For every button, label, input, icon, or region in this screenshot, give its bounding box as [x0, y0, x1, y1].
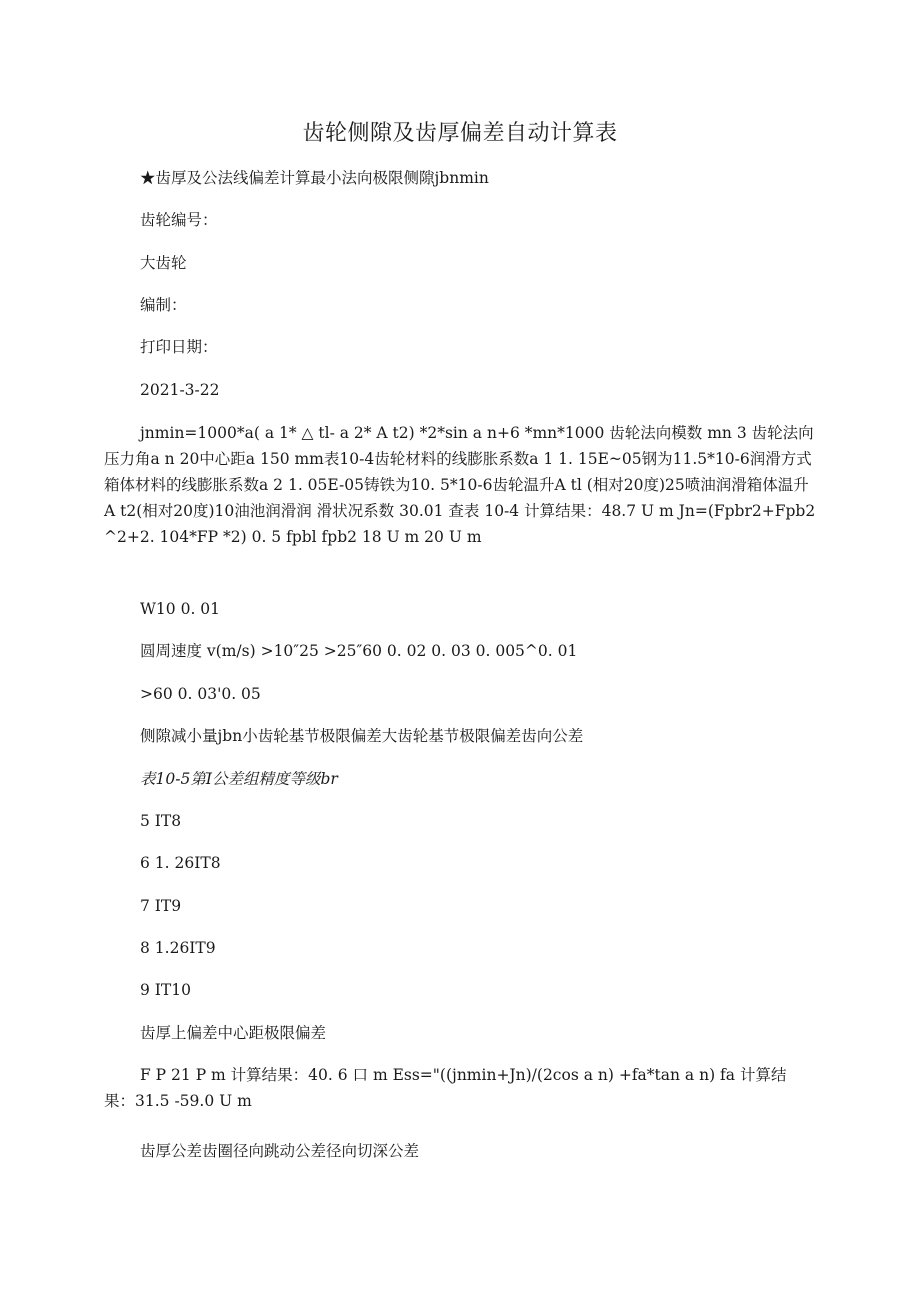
document-title: 齿轮侧隙及齿厚偏差自动计算表 — [302, 121, 618, 146]
table-row: 6 1. 26IT8 — [140, 854, 221, 872]
section-heading: ★齿厚及公法线偏差计算最小法向极限侧隙jbnmin — [140, 169, 489, 187]
text-line: 圆周速度 v(m/s) >10″25 >25″60 0. 02 0. 03 0. 005^0. 01 — [140, 642, 578, 660]
text-line: 侧隙减小量jbn小齿轮基节极限偏差大齿轮基节极限偏差齿向公差 — [140, 727, 584, 745]
text-line: 齿厚上偏差中心距极限偏差 — [140, 1024, 327, 1042]
gear-number-label: 齿轮编号： — [140, 211, 218, 229]
table-row: 9 IT10 — [140, 981, 191, 999]
gear-name: 大齿轮 — [140, 254, 187, 272]
text-line: 齿厚公差齿圈径向跳动公差径向切深公差 — [140, 1142, 420, 1160]
table-row: 7 IT9 — [140, 897, 182, 915]
text-line: W10 0. 01 — [140, 600, 221, 618]
print-date-label: 打印日期： — [140, 338, 218, 356]
table-row: 5 IT8 — [140, 812, 182, 830]
formula-paragraph: jnmin=1000*a( a 1* △ tl- a 2* A t2) *2*sin a n+6 *mn*1000 齿轮法向模数 mn 3 齿轮法向压力角a n 20中心距a 150 mm表10-4齿轮材料的线膨胀系数a 1 1. 15E~05钢为11.5*10-6润滑方式 箱体材料的线膨胀系数a 2 1. 05E-05铸铁为10. 5*10-6齿轮温升A tl (相对20度)25喷油润滑箱体温升A t2(相对20度)10油池润滑润 滑状况系数 30.01 查表 10-4 计算结果：48.7 U m Jn=(Fpbr2+Fpb2^2+2. 104*FP *2) 0. 5 fpbl fpb2 18 U m 20 U m — [104, 424, 817, 546]
table-caption: 表10-5第I公差组精度等级br — [140, 770, 338, 788]
table-row: 8 1.26IT9 — [140, 939, 216, 957]
print-date-value: 2021-3-22 — [140, 381, 220, 399]
text-line: >60 0. 03'0. 05 — [140, 685, 261, 703]
result-paragraph: F P 21 P m 计算结果：40. 6 口 m Ess="((jnmin+Jn)/(2cos a n) +fa*tan a n) fa 计算结果：31.5 -59.0 U m — [104, 1066, 787, 1110]
author-label: 编制： — [140, 296, 187, 314]
